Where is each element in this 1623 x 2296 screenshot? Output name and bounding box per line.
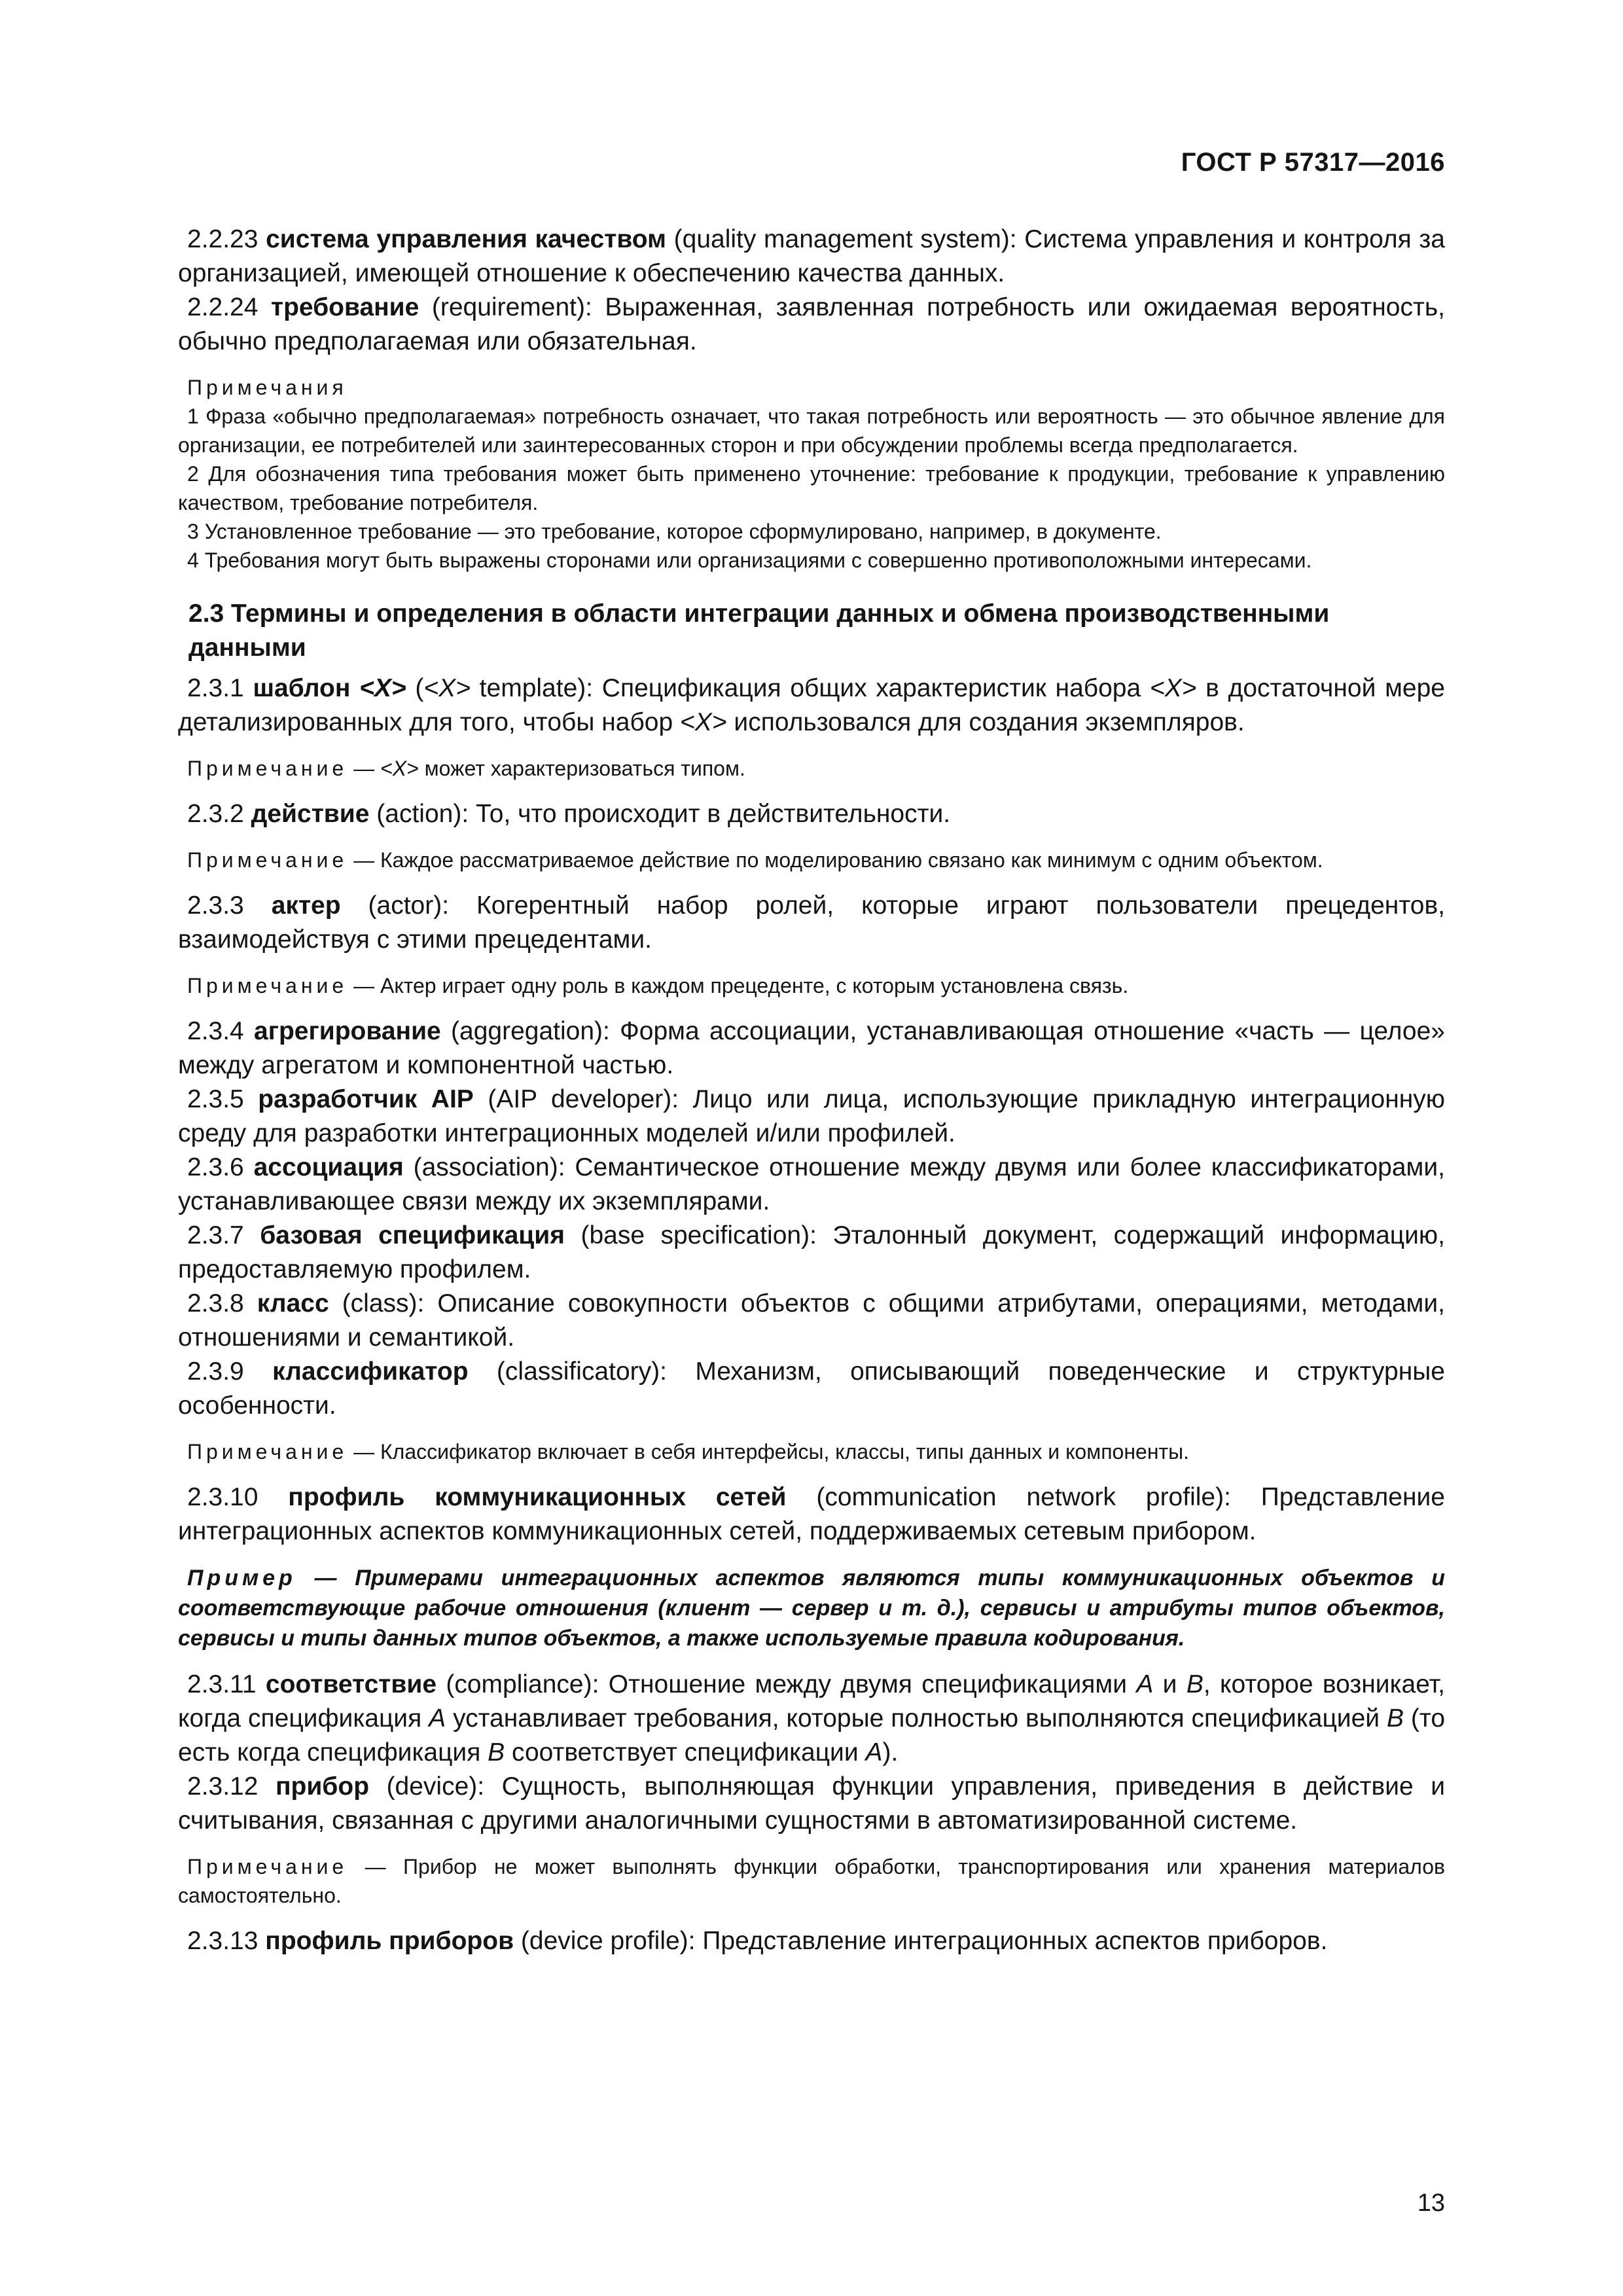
term-2-3-6: 2.3.6 ассоциация (association): Семантическое отношение между двумя или более классификаторами, устанавливающее связи между их экземплярами. (178, 1153, 1445, 1215)
term-2-3-12: 2.3.12 прибор (device): Сущность, выполняющая функции управления, приведения в действие и считывания, связанная с другими аналогичными сущностями в автоматизированной системе. (178, 1772, 1445, 1835)
term-2-2-23: 2.2.23 система управления качеством (quality management system): Система управления и контроля за организацией, имеющей отношение к обеспечению качества данных. (178, 225, 1445, 287)
page-number: 13 (1417, 2189, 1445, 2217)
document-code: ГОСТ Р 57317—2016 (1181, 148, 1445, 177)
example-2-3-10: Пример — Примерами интеграционных аспектов являются типы коммуникационных объектов и соответствующие рабочие отношения (клиент — сервер и т. д.), сервисы и атрибуты типов объектов, сервисы и типы данных типов объектов, а также используемые правила кодирования. (178, 1566, 1445, 1651)
term-2-2-24: 2.2.24 требование (requirement): Выраженная, заявленная потребность или ожидаемая вероятность, обычно предполагаемая или обязательная. (178, 293, 1445, 355)
notes-label: Примечания (187, 376, 348, 399)
term-2-3-5: 2.3.5 разработчик AIP (AIP developer): Лицо или лица, использующие прикладную интеграционную среду для разработки интеграционных моделей и/или профилей. (178, 1085, 1446, 1147)
term-2-3-7: 2.3.7 базовая спецификация (base specification): Эталонный документ, содержащий информацию, предоставляемую профилем. (178, 1221, 1445, 1283)
term-2-3-1: 2.3.1 шаблон <X> (<X> template): Спецификация общих характеристик набора <X> в достаточной мере детализированных для того, чтобы набор <X> использовался для создания экземпляров. (178, 674, 1445, 736)
note-item: 2 Для обозначения типа требования может быть применено уточнение: требование к продукции, требование к управлению качеством, требование потребителя. (178, 462, 1445, 514)
term-2-3-3: 2.3.3 актер (actor): Когерентный набор ролей, которые играют пользователи прецедентов, взаимодействуя с этими прецедентами. (178, 891, 1446, 954)
section-heading: 2.3 Термины и определения в области интеграции данных и обмена производственными данными (188, 600, 1330, 662)
note-2-3-1: Примечание — <X> может характеризоваться типом. (187, 757, 745, 780)
note-2-3-9: Примечание — Классификатор включает в себя интерфейсы, классы, типы данных и компоненты. (187, 1440, 1190, 1463)
note-2-3-2: Примечание — Каждое рассматриваемое действие по моделированию связано как минимум с одним объектом. (187, 848, 1323, 872)
term-2-3-11: 2.3.11 соответствие (compliance): Отношение между двумя спецификациями A и B, которое возникает, когда спецификация A устанавливает требования, которые полностью выполняются спецификацией B (то есть когда спецификация B соответствует спецификации A). (178, 1670, 1446, 1767)
note-2-3-3: Примечание — Актер играет одну роль в каждом прецеденте, с которым установлена связь. (187, 974, 1129, 997)
term-2-3-10: 2.3.10 профиль коммуникационных сетей (communication network profile): Представление интеграционных аспектов коммуникационных сетей, поддерживаемых сетевым прибором. (178, 1483, 1445, 1545)
page-body (178, 223, 1445, 1958)
term-2-3-4: 2.3.4 агрегирование (aggregation): Форма ассоциации, устанавливающая отношение «часть — целое» между агрегатом и компонентной частью. (178, 1017, 1445, 1079)
term-2-3-2: 2.3.2 действие (action): То, что происходит в действительности. (187, 800, 951, 828)
term-2-3-9: 2.3.9 классификатор (classificatory): Механизм, описывающий поведенческие и структурные особенности. (178, 1357, 1445, 1420)
note-2-3-12: Примечание — Прибор не может выполнять функции обработки, транспортирования или хранения материалов самостоятельно. (178, 1855, 1446, 1907)
note-item: 3 Установленное требование — это требование, которое сформулировано, например, в документе. (187, 520, 1162, 543)
note-item: 4 Требования могут быть выражены сторонами или организациями с совершенно противоположными интересами. (187, 548, 1312, 572)
term-2-3-13: 2.3.13 профиль приборов (device profile): Представление интеграционных аспектов приборов. (187, 1927, 1328, 1955)
term-2-3-8: 2.3.8 класс (class): Описание совокупности объектов с общими атрибутами, операциями, методами, отношениями и семантикой. (178, 1289, 1445, 1352)
note-item: 1 Фраза «обычно предполагаемая» потребность означает, что такая потребность или вероятность — это обычное явление для организации, ее потребителей или заинтересованных сторон и при обсуждении проблемы всегда предполагается. (178, 404, 1445, 457)
